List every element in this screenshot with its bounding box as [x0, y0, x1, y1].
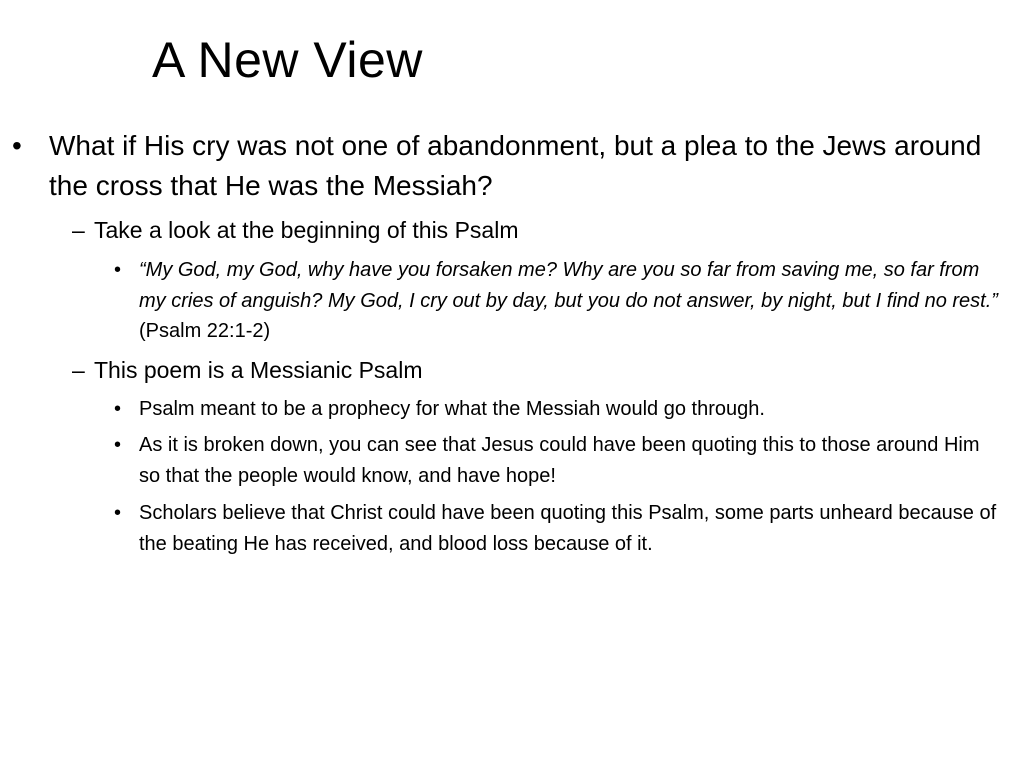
bullet-icon: •	[12, 130, 22, 161]
bullet-level2-psalm-intro	[72, 214, 1002, 246]
bullet-level2-text: Take a look at the beginning of this Psalm	[94, 217, 519, 243]
dash-icon: –	[72, 217, 85, 243]
psalm-quote: “My God, my God, why have you forsaken me? Why are you so far from saving me, so far from my cries of anguish? My God, I cry out by day, but you do not answer, by night, but I find no rest.”	[139, 259, 998, 312]
bullet-icon: •	[114, 259, 122, 281]
bullet-level1-text: What if His cry was not one of abandonment, but a plea to the Jews around the cross that He was the Messiah?	[49, 130, 982, 201]
bullet-level1	[12, 126, 1002, 206]
slide-title: A New View	[152, 32, 423, 88]
bullet-level3-quote	[114, 255, 1004, 347]
bullet-level3-text: As it is broken down, you can see that Jesus could have been quoting this to those around Him so that the people would know, and have hope!	[139, 434, 980, 487]
bullet-icon: •	[114, 398, 122, 420]
bullet-level2-messianic	[72, 354, 1002, 386]
bullet-level3-text: Psalm meant to be a prophecy for what the Messiah would go through.	[139, 398, 765, 420]
quote-block	[139, 255, 1004, 347]
bullet-level2-text: This poem is a Messianic Psalm	[94, 357, 423, 383]
bullet-level3-quoting	[114, 430, 1004, 491]
bullet-icon: •	[114, 502, 122, 524]
bullet-level3-text: Scholars believe that Christ could have been quoting this Psalm, some parts unheard because of the beating He has received, and blood loss because of it.	[139, 502, 997, 555]
psalm-citation: (Psalm 22:1-2)	[139, 320, 271, 342]
bullet-level3-prophecy	[114, 394, 1004, 425]
bullet-level3-scholars	[114, 498, 1004, 559]
bullet-icon: •	[114, 434, 122, 456]
dash-icon: –	[72, 357, 85, 383]
